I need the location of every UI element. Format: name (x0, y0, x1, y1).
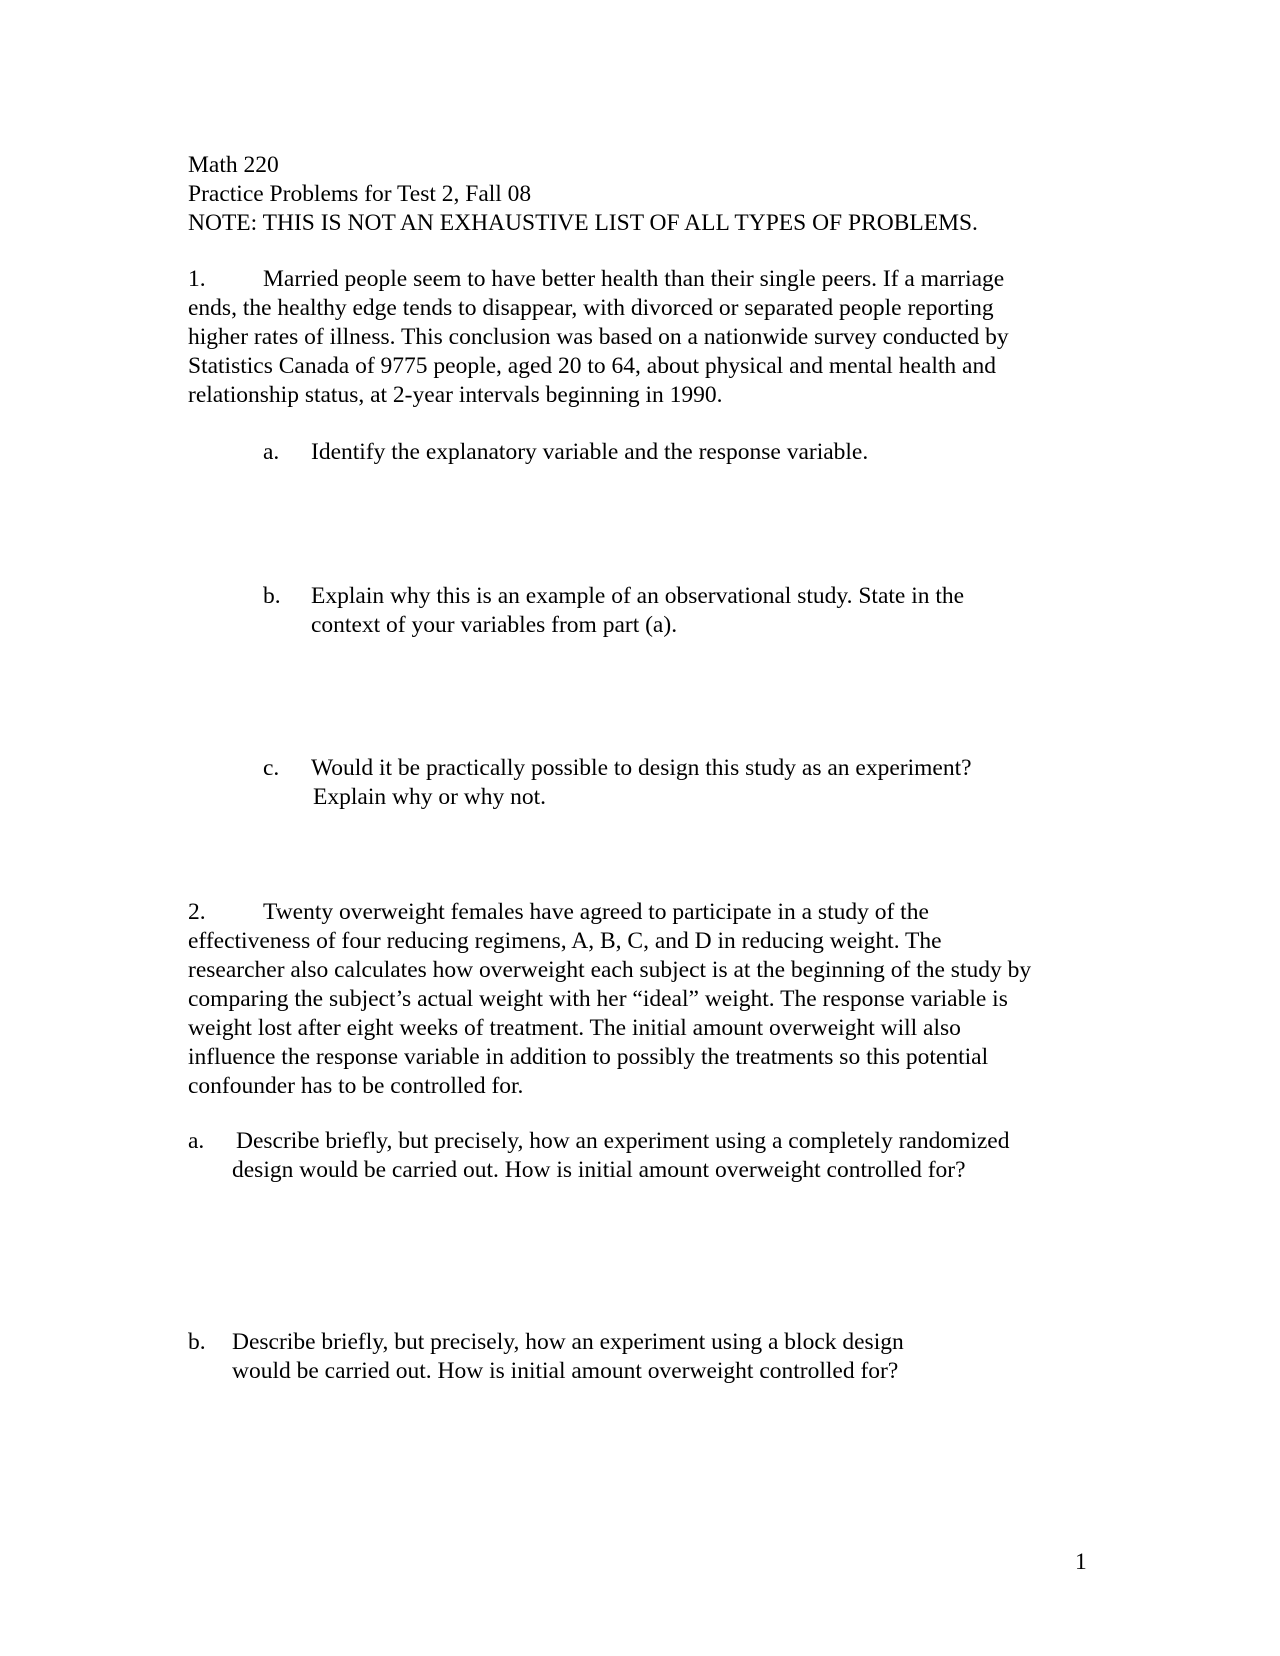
part-text (232, 1328, 904, 1386)
problem-2-text-line: influence the response variable in addition to possibly the treatments so this potential (188, 1044, 989, 1070)
problem-1-first-line (188, 265, 1009, 294)
part-text-line: Explain why this is an example of an observational study. State in the (311, 583, 965, 609)
part-text-line: Identify the explanatory variable and the response variable. (311, 439, 869, 465)
problem-2-first-line (188, 898, 1031, 927)
part-label: b. (263, 583, 281, 609)
problem-1 (188, 265, 1009, 410)
part-label: b. (188, 1329, 206, 1355)
problem-2-text-line: weight lost after eight weeks of treatment. The initial amount overweight will also (188, 1015, 961, 1041)
problem-2-number: 2. (188, 899, 206, 925)
part-text-line: design would be carried out. How is initial amount overweight controlled for? (232, 1157, 966, 1183)
problem-1-text-line: Statistics Canada of 9775 people, aged 20 to 64, about physical and mental health and (188, 353, 996, 379)
part-text-line: Explain why or why not. (313, 784, 547, 810)
part-label: a. (263, 439, 280, 465)
problem-1-text-line: Married people seem to have better health than their single peers. If a marriage (263, 266, 1005, 292)
course-title: Math 220 (188, 152, 279, 178)
part-text (311, 754, 972, 812)
document-note: NOTE: THIS IS NOT AN EXHAUSTIVE LIST OF ALL TYPES OF PROBLEMS. (188, 210, 978, 236)
problem-1-text-line: relationship status, at 2-year intervals beginning in 1990. (188, 382, 723, 408)
part-label: a. (188, 1128, 205, 1154)
document-subtitle: Practice Problems for Test 2, Fall 08 (188, 181, 532, 207)
problem-1-text-line: higher rates of illness. This conclusion was based on a nationwide survey conducted by (188, 324, 1009, 350)
part-text (232, 1127, 1010, 1185)
problem-1-text-line: ends, the healthy edge tends to disappear, with divorced or separated people reporting (188, 295, 994, 321)
document-header (188, 151, 978, 238)
problem-1-number: 1. (188, 266, 206, 292)
part-text-line: would be carried out. How is initial amount overweight controlled for? (232, 1358, 899, 1384)
part-text-line: Would it be practically possible to design this study as an experiment? (311, 755, 972, 781)
problem-2 (188, 898, 1031, 1101)
part-text (311, 438, 868, 467)
problem-2-text-line: effectiveness of four reducing regimens, A, B, C, and D in reducing weight. The (188, 928, 942, 954)
problem-2-text-line: Twenty overweight females have agreed to participate in a study of the (263, 899, 929, 925)
problem-2-text-line: confounder has to be controlled for. (188, 1073, 524, 1099)
part-text-line: Describe briefly, but precisely, how an experiment using a completely randomized (236, 1128, 1010, 1154)
part-text-line: context of your variables from part (a). (311, 612, 678, 638)
problem-2-text-line: researcher also calculates how overweight each subject is at the beginning of the study by (188, 957, 1032, 983)
page-number: 1 (1075, 1549, 1087, 1575)
problem-2-text-line: comparing the subject’s actual weight with her “ideal” weight. The response variable is (188, 986, 1008, 1012)
part-text-line: Describe briefly, but precisely, how an experiment using a block design (232, 1329, 904, 1355)
part-text (311, 582, 964, 640)
part-label: c. (263, 755, 280, 781)
